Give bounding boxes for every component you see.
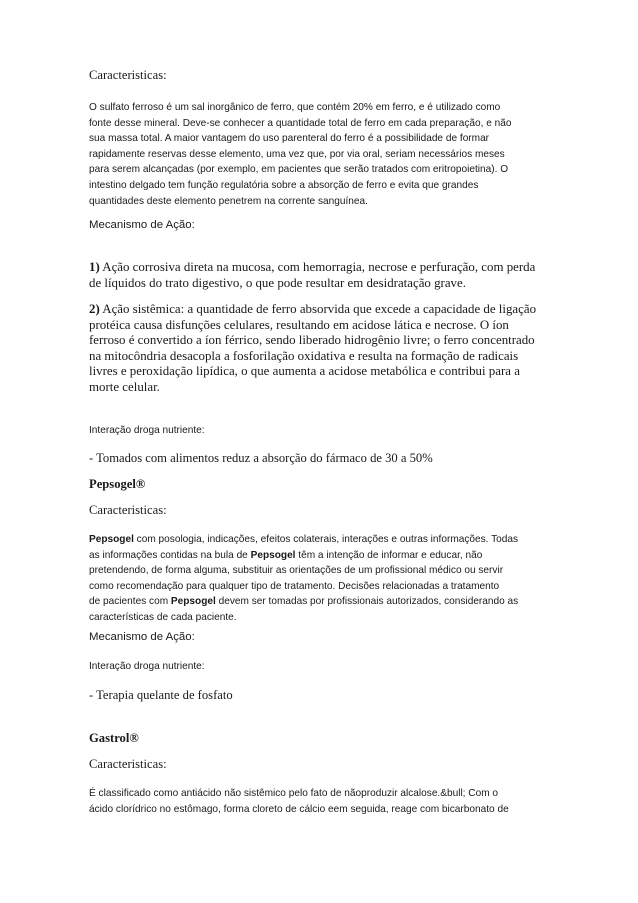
bold-term: Pepsogel bbox=[170, 596, 216, 608]
paragraph-line: morte celular. bbox=[89, 379, 160, 394]
paragraph-line: ácido clorídrico no estômago, forma cloreto de cálcio eem seguida, reage com bicarbonato de bbox=[89, 803, 509, 815]
paragraph-text: pretendendo, de forma alguma, substituir as orientações de um profissional médico ou servir bbox=[89, 565, 504, 577]
mecanismo-heading: Mecanismo de Ação: bbox=[89, 219, 195, 231]
paragraph-line: O sulfato ferroso é um sal inorgânico de ferro, que contém 20% em ferro, e é utilizado como bbox=[89, 102, 501, 113]
bold-term: Pepsogel bbox=[250, 549, 296, 561]
paragraph-line: quantidades deste elemento penetrem na corrente sanguínea. bbox=[89, 195, 368, 207]
paragraph-text: como recomendação para qualquer tipo de tratamento. Decisões relacionadas a tratamento bbox=[89, 580, 500, 592]
paragraph-line bbox=[89, 563, 559, 579]
paragraph-line: sua massa total. A maior vantagem do uso parenteral do ferro é a possibilidade de formar bbox=[89, 133, 490, 145]
gastrol-title: Gastrol® bbox=[89, 731, 139, 745]
pepsogel-interacao-text: - Terapia quelante de fosfato bbox=[89, 688, 233, 702]
paragraph-text: características de cada paciente. bbox=[89, 611, 237, 623]
paragraph-text: as informações contidas na bula de bbox=[89, 549, 251, 561]
paragraph-line: ferroso é convertido a íon férrico, sendo liberado hidrogênio livre; o ferro concentrado bbox=[89, 333, 535, 348]
paragraph-line: de líquidos do trato digestivo, o que pode resultar em desidratação grave. bbox=[89, 275, 466, 290]
sulfato-caracteristicas-paragraph bbox=[89, 100, 559, 209]
item-number: 1) bbox=[89, 260, 100, 274]
paragraph-line: intestino delgado tem função regulatória sobre a absorção de ferro e evita que grandes bbox=[89, 179, 479, 191]
bold-term: Pepsogel bbox=[89, 534, 134, 545]
paragraph-line bbox=[89, 579, 559, 595]
caracteristicas-heading: Caracteristicas: bbox=[89, 68, 167, 82]
paragraph-text: Ação corrosiva direta na mucosa, com hemorragia, necrose e perfuração, com perda bbox=[99, 260, 536, 274]
item-number: 2) bbox=[89, 302, 100, 316]
paragraph-line bbox=[89, 610, 559, 626]
paragraph-line bbox=[89, 532, 559, 548]
paragraph-text: têm a intenção de informar e educar, não bbox=[295, 549, 483, 561]
pepsogel-caracteristicas-paragraph bbox=[89, 532, 559, 626]
acao-2-paragraph bbox=[89, 302, 559, 396]
gastrol-caracteristicas-heading: Caracteristicas: bbox=[89, 757, 167, 771]
gastrol-caracteristicas-paragraph bbox=[89, 786, 559, 817]
paragraph-text: com posologia, indicações, efeitos colaterais, interações e outras informações. Todas bbox=[133, 534, 519, 545]
paragraph-line: livres e peroxidação lipídica, o que aumenta a acidose metabólica e contribui para a bbox=[89, 364, 520, 379]
pepsogel-mecanismo-heading: Mecanismo de Ação: bbox=[89, 631, 195, 643]
paragraph-line bbox=[89, 260, 559, 276]
pepsogel-title: Pepsogel® bbox=[89, 477, 146, 491]
paragraph-line: É classificado como antiácido não sistêmico pelo fato de nãoproduzir alcalose.&bull; Com o bbox=[89, 788, 499, 799]
paragraph-line: na mitocôndria desacopla a fosforilação oxidativa e resulta na formação de radicais bbox=[89, 348, 519, 363]
paragraph-line bbox=[89, 548, 559, 564]
paragraph-line: fonte desse mineral. Deve-se conhecer a quantidade total de ferro em cada preparação, e não bbox=[89, 117, 512, 129]
paragraph-line: protéica causa disfunções celulares, resultando em acidose lática e necrose. O íon bbox=[89, 317, 509, 332]
acao-1-paragraph bbox=[89, 260, 559, 291]
paragraph-text: Ação sistêmica: a quantidade de ferro absorvida que excede a capacidade de ligação bbox=[99, 302, 537, 316]
paragraph-text: de pacientes com bbox=[89, 596, 171, 608]
paragraph-line: para serem alcançadas (por exemplo, em pacientes que serão tratados com eritropoietina). O bbox=[89, 164, 509, 176]
pepsogel-interacao-heading: Interação droga nutriente: bbox=[89, 661, 205, 672]
pepsogel-caracteristicas-heading: Caracteristicas: bbox=[89, 503, 167, 517]
paragraph-line bbox=[89, 594, 559, 610]
paragraph-text: devem ser tomadas por profissionais autorizados, considerando as bbox=[215, 596, 519, 608]
paragraph-line bbox=[89, 302, 559, 318]
paragraph-line: rapidamente reservas desse elemento, uma vez que, por via oral, seriam necessários meses bbox=[89, 148, 505, 160]
interacao-text: - Tomados com alimentos reduz a absorção do fármaco de 30 a 50% bbox=[89, 451, 433, 465]
interacao-heading: Interação droga nutriente: bbox=[89, 425, 205, 436]
